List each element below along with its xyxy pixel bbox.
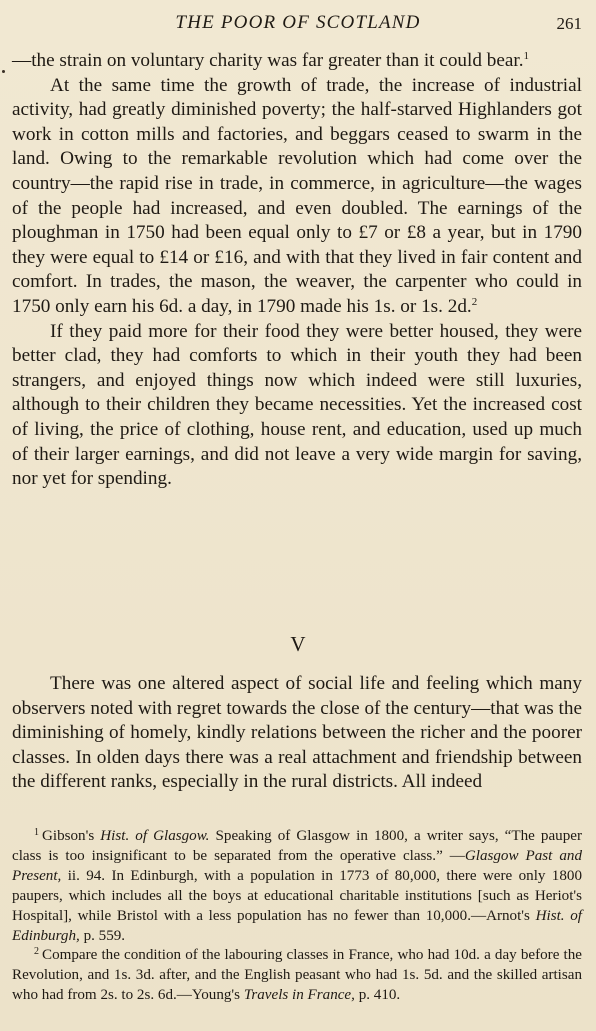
footnote-2-title: Travels in France, <box>243 987 355 1004</box>
footnote-1-title-c: Hist. of Edinburgh, <box>12 907 582 944</box>
footnote-1 <box>12 827 582 946</box>
footnotes <box>12 827 582 1006</box>
footnote-2-marker: 2 <box>34 946 39 958</box>
section-text <box>12 672 582 795</box>
paragraph-3: If they paid more for their food they were better housed, they were better clad, they had comforts to which in their youth they had been strangers, and enjoyed things now which indeed were still luxuries, although to their children they became necessities. Yet the increased cost of living, the price of clothing, house rent, and education, used up much of their larger earnings, and did not leave a very wide margin for saving, nor yet for spending. <box>12 320 582 490</box>
section-paragraph: There was one altered aspect of social life and feeling which many observers noted with regret towards the close of the century—that was the diminishing of homely, kindly relations between the richer and the poorer classes. In olden days there was a real attachment and friendship between the different ranks, especially in the rural districts. All indeed <box>12 673 582 793</box>
main-text <box>12 49 582 492</box>
footnote-1-text-c: ii. 94. In Edinburgh, with a population in 1773 of 80,000, there were only 1800 paupers, which includes all the boys at educational charitable institutions [such as Heriot's Hospital], while Bristol with a less population has no fewer than 10,000.—Arnot's <box>12 867 582 924</box>
paragraph-1 <box>12 49 582 74</box>
footnote-1-text-a: Gibson's <box>42 828 101 844</box>
paragraph-1-text: —the strain on voluntary charity was far greater than it could bear. <box>12 50 524 71</box>
margin-speck <box>2 70 5 73</box>
footnote-ref-2: 2 <box>471 295 478 308</box>
section-heading: V <box>290 632 306 656</box>
footnote-1-marker: 1 <box>34 827 39 838</box>
footnote-1-title-a: Hist. of Glasgow. <box>100 828 210 844</box>
page-number: 261 <box>556 14 582 33</box>
footnote-1-text-b: Speaking of Glasgow in 1800, a writer says, “The pauper class is too insignificant to be separated from the operative class.” — <box>12 828 582 864</box>
footnote-2-text-b: p. 410. <box>354 987 401 1004</box>
paragraph-2-text: At the same time the growth of trade, the increase of industrial activity, had greatly diminished poverty; the half-starved Highlanders got work in cotton mills and factories, and beggars ceased to swarm in the land. Owing to the remarkable revolution which had come over the country—the rapid rise in trade, in commerce, in agriculture—the wages of the people had increased, and even doubled. The earnings of the ploughman in 1750 had been equal only to £7 or £8 a year, but in 1790 they were equal to £14 or £16, and with that they lived in fair content and comfort. In trades, the mason, the weaver, the carpenter who could in 1750 only earn his 6d. a day, in 1790 made his 1s. or 1s. 2d. <box>12 74 582 317</box>
paragraph-2 <box>12 74 582 320</box>
footnote-2 <box>12 946 582 1006</box>
footnote-1-title-b: Glasgow Past and Present, <box>12 847 582 884</box>
footnote-2-text-a: Compare the condition of the labouring classes in France, who had 10d. a day before the Revolution, and 1s. 3d. after, and the English peasant who had 1s. 5d. and the skilled artisan who had from 2s. to 2s. 6d.—Young's <box>12 947 582 1004</box>
page-header <box>0 10 596 38</box>
running-head: THE POOR OF SCOTLAND <box>175 12 421 33</box>
footnote-1-text-d: p. 559. <box>79 927 126 944</box>
footnote-ref-1: 1 <box>523 50 529 62</box>
